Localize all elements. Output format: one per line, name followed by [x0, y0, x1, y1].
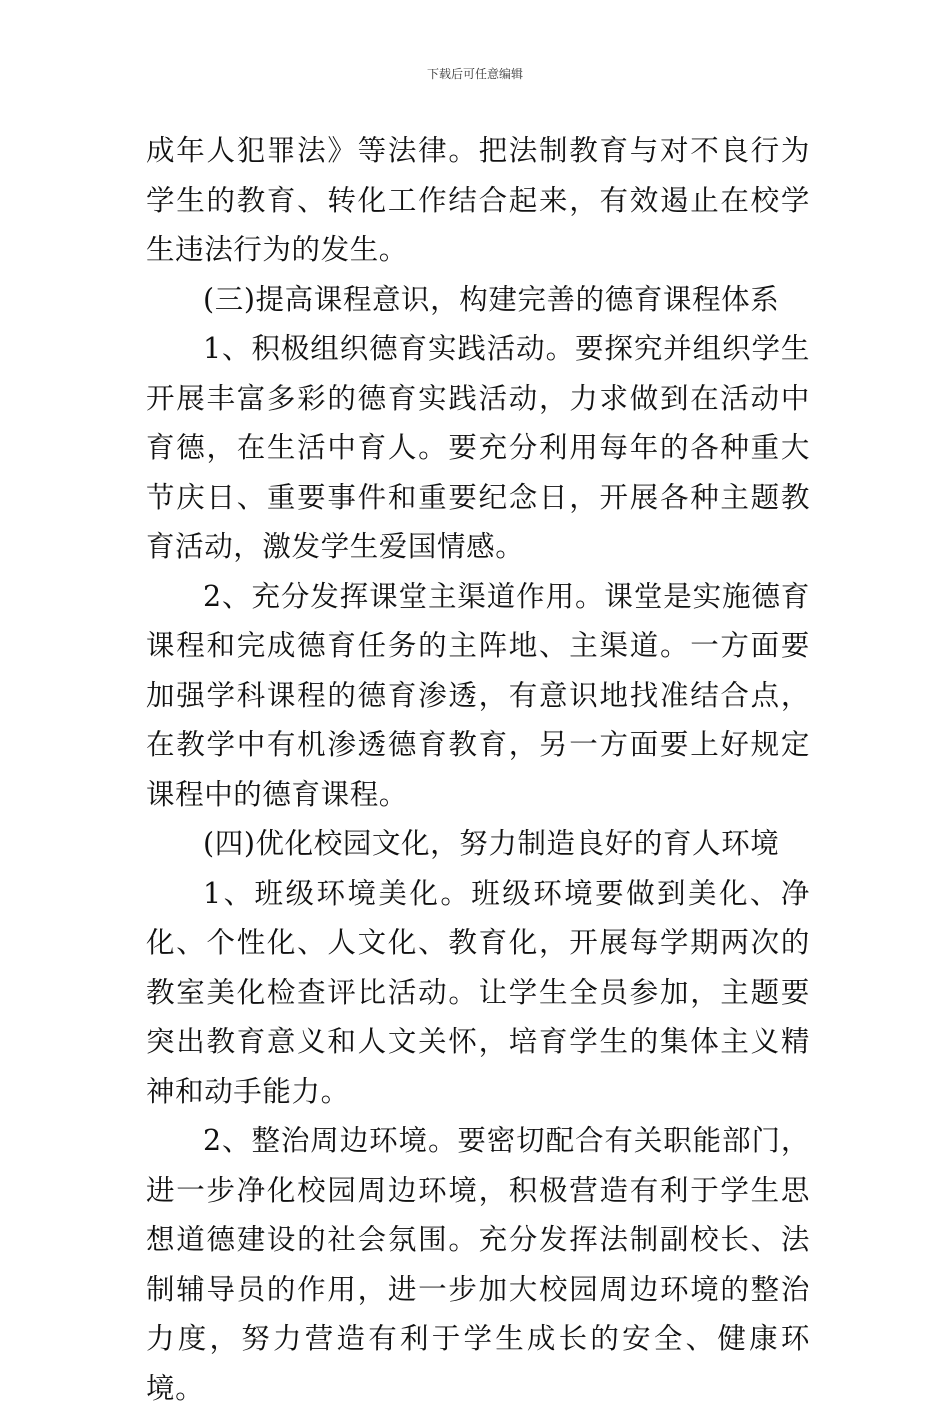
- paragraph-continuation: 成年人犯罪法》等法律。把法制教育与对不良行为学生的教育、转化工作结合起来，有效遏止在校学生违法行为的发生。: [146, 134, 810, 266]
- section-heading-4: (四)优化校园文化，努力制造良好的育人环境: [203, 827, 780, 860]
- paragraph-item-2: 2、充分发挥课堂主渠道作用。课堂是实施德育课程和完成德育任务的主阵地、主渠道。一方面要加强学科课程的德育渗透，有意识地找准结合点，在教学中有机渗透德育教育，另一方面要上好规定课程中的德育课程。: [146, 579, 810, 811]
- paragraph-item-1: 1、积极组织德育实践活动。要探究并组织学生开展丰富多彩的德育实践活动，力求做到在活动中育德，在生活中育人。要充分利用每年的各种重大节庆日、重要事件和重要纪念日，开展各种主题教育活动，激发学生爱国情感。: [146, 332, 810, 563]
- paragraph-item-1: 1、班级环境美化。班级环境要做到美化、净化、个性化、人文化、教育化，开展每学期两次的教室美化检查评比活动。让学生全员参加，主题要突出教育意义和人文关怀，培育学生的集体主义精神和动手能力。: [146, 876, 810, 1108]
- section-heading-3: (三)提高课程意识，构建完善的德育课程体系: [203, 282, 780, 316]
- document-body: [146, 126, 810, 1413]
- paragraph-item-2: 2、整治周边环境。要密切配合有关职能部门，进一步净化校园周边环境，积极营造有利于学生思想道德建设的社会氛围。充分发挥法制副校长、法制辅导员的作用，进一步加大校园周边环境的整治力度，努力营造有利于学生成长的安全、健康环境。: [146, 1124, 810, 1405]
- page-header: 下载后可任意编辑: [426, 67, 523, 81]
